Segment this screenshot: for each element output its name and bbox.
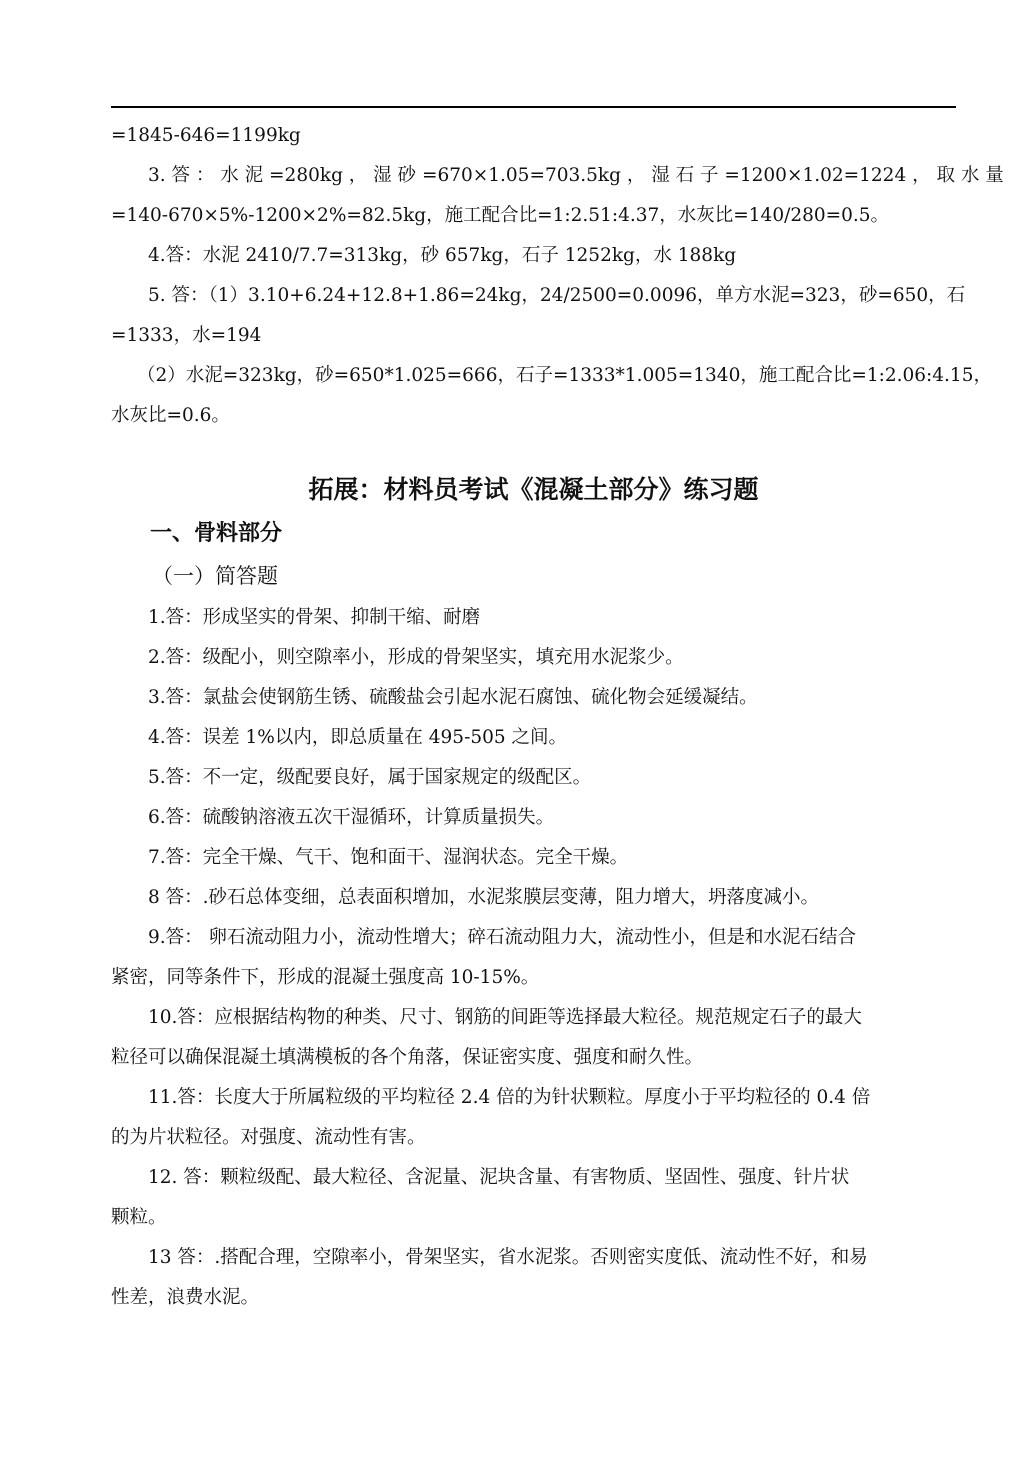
- answer-4: 4.答：水泥 2410/7.7=313kg，砂 657kg，石子 1252kg，水 188kg: [148, 245, 737, 266]
- heading-short-answer: （一）简答题: [152, 564, 278, 588]
- answer-13-line-2: 性差，浪费水泥。: [111, 1287, 260, 1308]
- answer-5-line-1: 5. 答：（1）3.10+6.24+12.8+1.86=24kg，24/2500=0.0096，单方水泥=323，砂=650，石: [148, 285, 966, 306]
- answer-9-line-1: 9.答： 卵石流动阻力小，流动性增大；碎石流动阻力大，流动性小，但是和水泥石结合: [148, 927, 857, 948]
- heading-aggregate: 一、骨料部分: [150, 521, 283, 546]
- header-rule: [111, 106, 956, 108]
- answer-item: 2.答：级配小，则空隙率小，形成的骨架坚实，填充用水泥浆少。: [148, 647, 684, 668]
- top-answers: [111, 116, 1004, 436]
- answer-5-line-2: =1333，水=194: [111, 325, 262, 346]
- answer-item: 5.答：不一定，级配要良好，属于国家规定的级配区。: [148, 767, 592, 788]
- answer-3-line-1: 3. 答 ： 水 泥 =280kg ， 湿 砂 =670×1.05=703.5kg ， 湿 石 子 =1200×1.02=1224 ， 取 水 量: [148, 165, 1004, 186]
- answer-13-line-1: 13 答：.搭配合理，空隙率小，骨架坚实，省水泥浆。否则密实度低、流动性不好，和易: [148, 1247, 868, 1268]
- answer-12-line-2: 颗粒。: [111, 1207, 167, 1228]
- answer-item: 1.答：形成坚实的骨架、抑制干缩、耐磨: [148, 607, 481, 628]
- answer-5b-line-2: 水灰比=0.6。: [111, 405, 230, 426]
- answer-list: [111, 598, 956, 1318]
- answer-item: 8 答：.砂石总体变细，总表面积增加，水泥浆膜层变薄，阻力增大，坍落度减小。: [148, 887, 820, 908]
- answer-3-line-2: =140-670×5%-1200×2%=82.5kg，施工配合比=1:2.51:4.37，水灰比=140/280=0.5。: [111, 205, 890, 226]
- answer-item: 3.答：氯盐会使钢筋生锈、硫酸盐会引起水泥石腐蚀、硫化物会延缓凝结。: [148, 687, 758, 708]
- section-title: 拓展：材料员考试《混凝土部分》练习题: [308, 475, 759, 504]
- answer-11-line-1: 11.答：长度大于所属粒级的平均粒径 2.4 倍的为针状颗粒。厚度小于平均粒径的 0.4 倍: [148, 1087, 871, 1108]
- answer-12-line-1: 12. 答：颗粒级配、最大粒径、含泥量、泥块含量、有害物质、坚固性、强度、针片状: [148, 1167, 850, 1188]
- answer-10-line-1: 10.答：应根据结构物的种类、尺寸、钢筋的间距等选择最大粒径。规范规定石子的最大: [148, 1007, 862, 1028]
- answer-item: 7.答：完全干燥、气干、饱和面干、湿润状态。完全干燥。: [148, 847, 629, 868]
- answer-10-line-2: 粒径可以确保混凝土填满模板的各个角落，保证密实度、强度和耐久性。: [111, 1047, 704, 1068]
- answer-11-line-2: 的为片状粒径。对强度、流动性有害。: [111, 1127, 426, 1148]
- answer-5b-line-1: （2）水泥=323kg，砂=650*1.025=666，石子=1333*1.005=1340，施工配合比=1:2.06:4.15，: [137, 365, 992, 386]
- answer-line: =1845-646=1199kg: [111, 125, 301, 146]
- answer-item: 4.答：误差 1%以内，即总质量在 495-505 之间。: [148, 727, 568, 748]
- answer-9-line-2: 紧密，同等条件下，形成的混凝土强度高 10-15%。: [111, 967, 540, 988]
- answer-item: 6.答：硫酸钠溶液五次干湿循环，计算质量损失。: [148, 807, 555, 828]
